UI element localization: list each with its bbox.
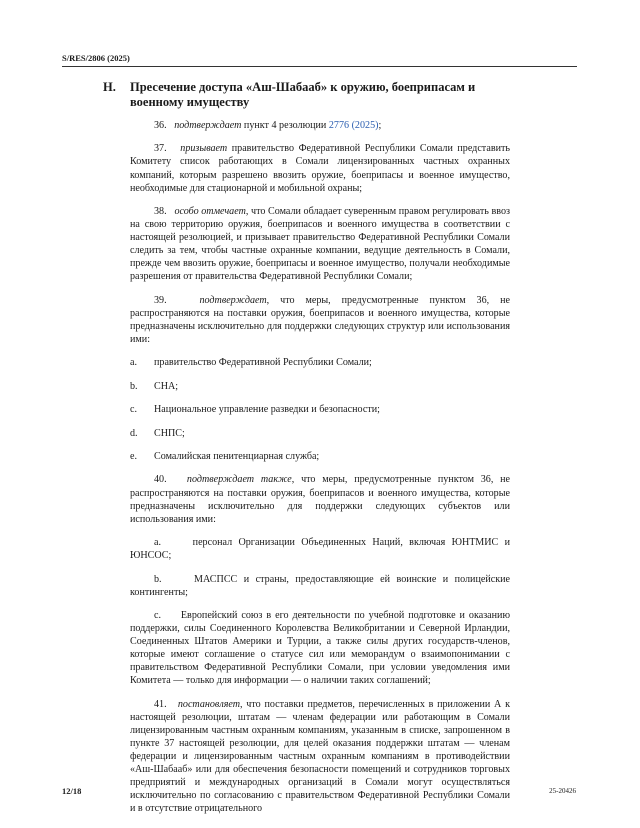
list-key: b. xyxy=(154,573,162,585)
paragraph-number: 39. xyxy=(154,294,167,306)
list-key: a. xyxy=(154,537,162,549)
paragraph-number: 37. xyxy=(154,143,167,155)
list-item xyxy=(130,380,510,393)
resolution-body xyxy=(130,119,510,825)
resolution-link[interactable]: 2776 (2025) xyxy=(328,120,379,131)
paragraph-38 xyxy=(130,205,510,283)
section-letter: H. xyxy=(103,80,116,94)
paragraph-text: , что поставки предметов, перечисленных в приложении А к настоящей резолюции, штатам — членам федерации или работающим в Сомали лицензированным частным охранным компаниям, указанным в списке, запрошенном в пункте 37 настоящей резолюции, для целей оказания поддержки штатам — членам федерации и лицензированным частным охранным компаниям в противодействии «Аш-Шабааб» или для обеспечения безопасности помещений и сотрудников торговых предприятий и международных организаций в Сомали могут осуществляться исключительно по согласованию с правительством Федеративной Республики Сомали и в отсутствие отрицательного xyxy=(130,698,510,815)
list-key: e. xyxy=(130,451,138,463)
paragraph-39 xyxy=(130,294,510,346)
operative-verb: особо отмечает xyxy=(174,206,246,218)
list-key: c. xyxy=(130,404,138,416)
list-text: МАСПСС и страны, предоставляющие ей воинские и полицейские контингенты; xyxy=(130,573,510,598)
list-key: a. xyxy=(130,357,138,369)
document-symbol: S/RES/2806 (2025) xyxy=(62,53,130,63)
paragraph-40 xyxy=(130,473,510,525)
list-item xyxy=(130,356,510,369)
paragraph-text: , что Сомали обладает суверенным правом регулировать ввоз на свою территорию оружия, боеприпасов и военного имущества в соответствии с настоящей резолюцией, и призывает правительство Федеративной Республики Сомали следить за тем, чтобы частные охранные компании, ведущие деятельность в Сомали, прежде чем ввозить оружие, боеприпасы и военное имущество, получали необходимые разрешения от правительства Федеративной Республики Сомали; xyxy=(130,206,511,283)
paragraph-number: 40. xyxy=(154,474,167,486)
list-text: Сомалийская пенитенциарная служба; xyxy=(154,451,320,463)
header-rule xyxy=(62,66,577,67)
paragraph-number: 41. xyxy=(154,698,167,710)
list-text: СНА; xyxy=(154,380,179,392)
list-key: d. xyxy=(130,427,138,439)
paragraph-text: пункт 4 резолюции xyxy=(241,120,329,131)
paragraph-text: ; xyxy=(378,120,382,131)
paragraph-text: , что меры, предусмотренные пунктом 36, не распространяются на поставки оружия, боеприпасов и военного имущества, которые предназначены исключительно для поддержки следующих структур или использования ими: xyxy=(130,294,511,345)
operative-verb: призывает xyxy=(180,143,228,155)
list-item xyxy=(130,609,510,687)
list-text: правительство Федеративной Республики Сомали; xyxy=(154,357,372,369)
paragraph-text: , что меры, предусмотренные пунктом 36, не распространяются на поставки оружия, боеприпасов и военного имущества, которые предназначены исключительно для поддержки следующих субъектов или использования ими: xyxy=(130,474,510,525)
list-item xyxy=(130,536,510,562)
paragraph-36 xyxy=(130,119,510,132)
list-text: СНПС; xyxy=(154,427,185,439)
list-item xyxy=(130,403,510,416)
paragraph-number: 38. xyxy=(154,206,167,218)
operative-verb: подтверждает также xyxy=(186,474,292,486)
paragraph-number: 36. xyxy=(154,120,167,131)
list-text: персонал Организации Объединенных Наций, включая ЮНТМИС и ЮНСОС; xyxy=(130,537,510,562)
list-text: Европейский союз в его деятельности по учебной подготовке и оказанию поддержки, силы Соединенного Королевства Великобритании и Северной Ирландии, Соединенных Штатов Америки и Турции, а также силы других государств-членов, которые имеют соглашение о статусе сил или меморандум о взаимопонимании с правительством Федеративной Республики Сомали, при условии уведомления ими Комитета — только для информации — о наличии таких соглашений; xyxy=(130,610,511,687)
operative-verb: постановляет xyxy=(177,698,241,710)
operative-verb: подтверждает xyxy=(199,294,267,306)
paragraph-37 xyxy=(130,142,510,194)
operative-verb: подтверждает xyxy=(174,120,242,131)
list-key: b. xyxy=(130,380,138,392)
list-item xyxy=(130,427,510,440)
paragraph-text: правительство Федеративной Республики Сомали представить Комитету список работающих в Сомали лицензированных частных охранных компаний, которым разрешено ввозить оружие, боеприпасы и военное имущество, необходимые для стационарной и мобильной охраны; xyxy=(130,143,510,194)
paragraph-41 xyxy=(130,698,510,815)
list-text: Национальное управление разведки и безопасности; xyxy=(154,404,380,416)
list-item xyxy=(130,573,510,599)
page-number: 12/18 xyxy=(62,786,82,796)
section-title: Пресечение доступа «Аш-Шабааб» к оружию, боеприпасам и военному имуществу xyxy=(130,80,476,109)
list-item xyxy=(130,450,510,463)
list-key: c. xyxy=(154,610,162,621)
document-code: 25-20426 xyxy=(549,787,576,795)
